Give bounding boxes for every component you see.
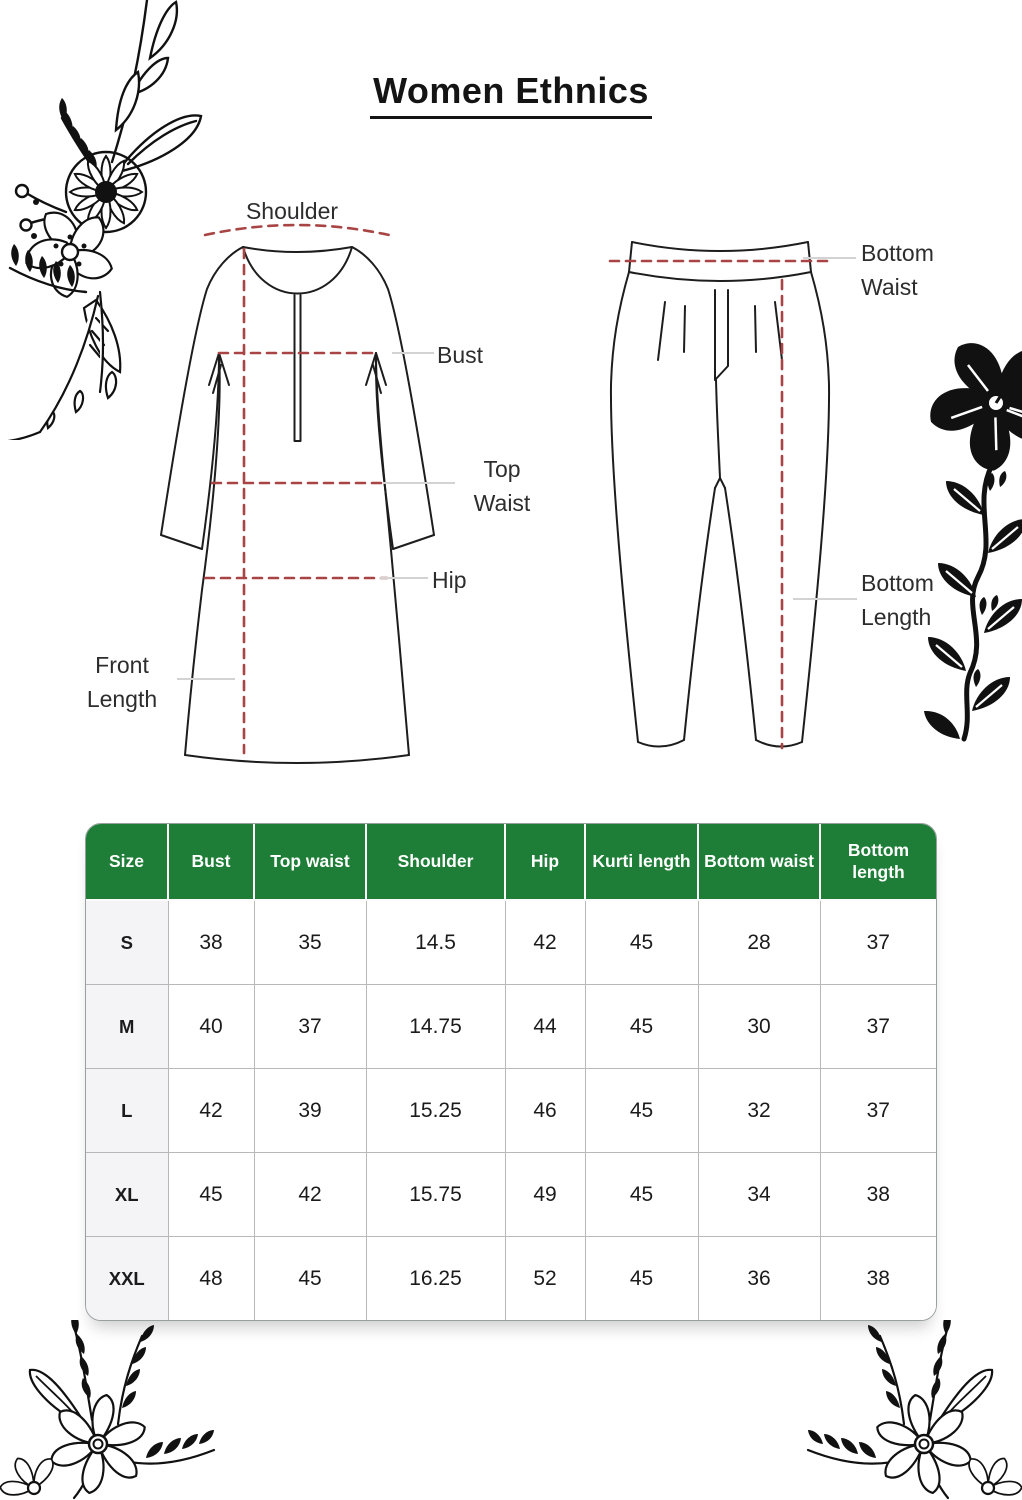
label-bottom-waist: Bottom Waist	[861, 240, 934, 300]
value-cell: 14.5	[366, 900, 505, 985]
size-cell: XL	[86, 1153, 168, 1237]
value-cell: 14.75	[366, 985, 505, 1069]
value-cell: 48	[168, 1237, 254, 1321]
value-cell: 42	[505, 900, 585, 985]
value-cell: 15.75	[366, 1153, 505, 1237]
value-cell: 52	[505, 1237, 585, 1321]
value-cell: 42	[254, 1153, 366, 1237]
label-front-length: Front Length	[86, 652, 158, 712]
value-cell: 39	[254, 1069, 366, 1153]
header-top-waist: Top waist	[254, 824, 366, 900]
value-cell: 40	[168, 985, 254, 1069]
value-cell: 45	[585, 1069, 698, 1153]
header-hip: Hip	[505, 824, 585, 900]
value-cell: 45	[585, 900, 698, 985]
size-table	[85, 823, 937, 1321]
table-row-l	[86, 1069, 936, 1153]
value-cell: 34	[698, 1153, 820, 1237]
page-title-text: Women Ethnics	[370, 70, 652, 119]
label-bust: Bust	[437, 342, 484, 368]
value-cell: 45	[585, 1153, 698, 1237]
value-cell: 37	[820, 900, 936, 985]
value-cell: 37	[820, 985, 936, 1069]
leader-bottom-waist	[803, 257, 856, 259]
floral-silhouette-right-icon	[900, 315, 1022, 745]
value-cell: 45	[254, 1237, 366, 1321]
value-cell: 38	[168, 900, 254, 985]
value-cell: 32	[698, 1069, 820, 1153]
table-header-row	[86, 824, 936, 900]
leader-bust	[392, 352, 434, 354]
size-cell: M	[86, 985, 168, 1069]
value-cell: 44	[505, 985, 585, 1069]
value-cell: 49	[505, 1153, 585, 1237]
label-shoulder: Shoulder	[245, 198, 339, 224]
table-row-xxl	[86, 1237, 936, 1321]
size-cell: XXL	[86, 1237, 168, 1321]
value-cell: 28	[698, 900, 820, 985]
label-top-waist: Top Waist	[473, 456, 531, 516]
label-hip: Hip	[432, 567, 467, 593]
floral-corner-bottom-right-icon	[802, 1320, 1022, 1500]
leader-top-waist	[383, 482, 455, 484]
size-cell: S	[86, 900, 168, 985]
pants-diagram	[605, 230, 835, 780]
value-cell: 45	[585, 1237, 698, 1321]
header-shoulder: Shoulder	[366, 824, 505, 900]
value-cell: 46	[505, 1069, 585, 1153]
header-bottom-length: Bottom length	[820, 824, 936, 900]
table-row-s	[86, 900, 936, 985]
leader-hip	[380, 577, 428, 579]
value-cell: 16.25	[366, 1237, 505, 1321]
leader-front-length	[177, 678, 235, 680]
size-cell: L	[86, 1069, 168, 1153]
value-cell: 15.25	[366, 1069, 505, 1153]
value-cell: 30	[698, 985, 820, 1069]
floral-corner-bottom-left-icon	[0, 1320, 220, 1500]
value-cell: 35	[254, 900, 366, 985]
table-row-m	[86, 985, 936, 1069]
value-cell: 45	[585, 985, 698, 1069]
header-bust: Bust	[168, 824, 254, 900]
label-bottom-length: Bottom Length	[861, 570, 934, 630]
value-cell: 37	[820, 1069, 936, 1153]
value-cell: 36	[698, 1237, 820, 1321]
leader-bottom-length	[793, 598, 857, 600]
header-kurti-length: Kurti length	[585, 824, 698, 900]
table-row-xl	[86, 1153, 936, 1237]
header-bottom-waist: Bottom waist	[698, 824, 820, 900]
value-cell: 42	[168, 1069, 254, 1153]
value-cell: 45	[168, 1153, 254, 1237]
value-cell: 38	[820, 1153, 936, 1237]
header-size: Size	[86, 824, 168, 900]
value-cell: 37	[254, 985, 366, 1069]
value-cell: 38	[820, 1237, 936, 1321]
